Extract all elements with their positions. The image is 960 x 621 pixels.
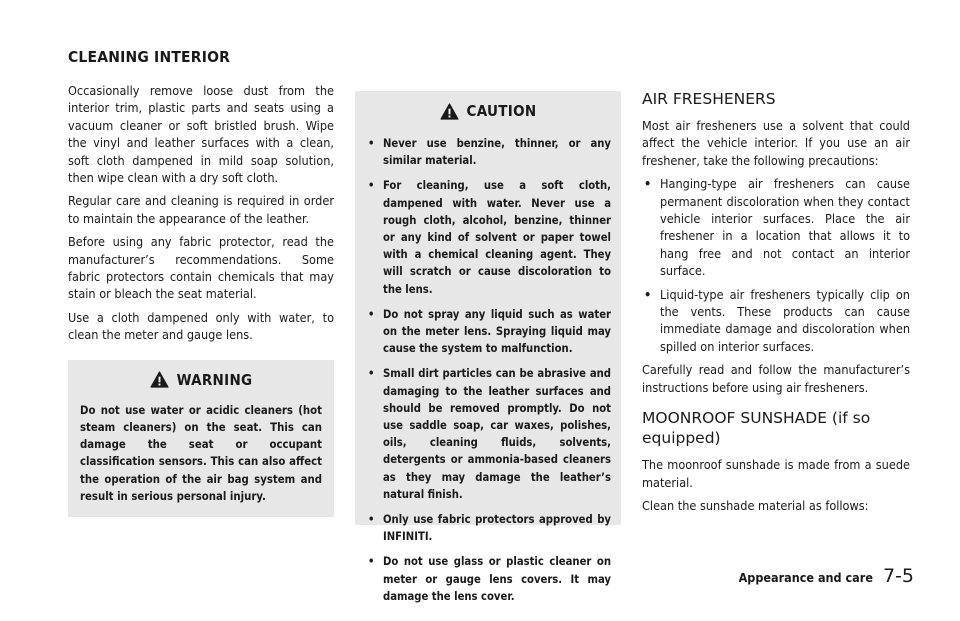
warning-title: WARNING [176, 370, 253, 389]
caution-item-text: Only use fabric protectors approved by INFINITI. [383, 513, 611, 544]
bullet: • [368, 137, 375, 150]
list-item [642, 286, 910, 356]
list-item [365, 365, 611, 503]
warning-triangle-icon [440, 103, 459, 120]
list-item-text: Hanging-type air fresheners can cause permanent discoloration when they contact vehicle interior surfaces. Place the air freshener in a location that allows it to hang free and not contact an interior surface. [660, 176, 910, 279]
list-item [365, 177, 611, 297]
caution-list [365, 135, 611, 605]
list-item-text: Liquid-type air fresheners typically clip on the vents. These products can cause immediate damage and discoloration when spilled on interior surfaces. [660, 286, 910, 354]
paragraph: Carefully read and follow the manufacturer’s instructions before using air fresheners. [642, 362, 910, 395]
paragraph: Clean the sunshade material as follows: [642, 497, 869, 513]
caution-header [355, 91, 621, 131]
list-item [365, 553, 611, 605]
list-item [642, 175, 910, 279]
warning-header [68, 360, 334, 400]
list-item [365, 135, 611, 169]
page-number: 7-5 [882, 565, 914, 587]
paragraph: Regular care and cleaning is required in order to maintain the appearance of the leather. [68, 193, 334, 226]
bullet: • [368, 513, 375, 527]
warning-box [68, 360, 334, 517]
paragraph: Before using any fabric protector, read the manufacturer’s recommendations. Some fabric protectors contain chemicals that may stain or bleach the seat material. [68, 234, 334, 302]
caution-box [355, 91, 621, 603]
caution-item-text: Do not use glass or plastic cleaner on meter or gauge lens covers. It may damage the lens cover. [383, 555, 611, 603]
caution-item-text: Do not spray any liquid such as water on the meter lens. Spraying liquid may cause the system to malfunction. [383, 307, 611, 356]
air-fresheners-heading: AIR FRESHENERS [642, 90, 776, 108]
right-column [642, 89, 910, 520]
bullet: • [644, 286, 652, 302]
footer-section-name: Appearance and care [738, 570, 873, 585]
page-footer [739, 565, 914, 587]
left-column [68, 82, 334, 517]
caution-item-text: For cleaning, use a soft cloth, dampened with water. Never use a rough cloth, alcohol, benzine, thinner or any kind of solvent or paper towel with a chemical cleaning agent. They will scratch or cause discoloration to the lens. [383, 179, 611, 296]
bullet: • [368, 555, 375, 569]
caution-item-text: Never use benzine, thinner, or any similar material. [383, 137, 611, 168]
warning-text: Do not use water or acidic cleaners (hot steam cleaners) on the seat. This can damage the seat or occupant classification sensors. This can also affect the operation of the air bag system and result in serious personal injury. [80, 403, 322, 503]
paragraph: Occasionally remove loose dust from the interior trim, plastic parts and seats using a vacuum cleaner or soft bristled brush. Wipe the vinyl and leather surfaces with a clean, soft cloth dampened in mild soap solution, then wipe clean with a dry soft cloth. [68, 83, 334, 186]
paragraph: Most air fresheners use a solvent that could affect the vehicle interior. If you use an air freshener, take the following precautions: [642, 118, 910, 168]
bullet: • [368, 307, 375, 321]
bullet: • [368, 367, 375, 381]
air-fresheners-list [642, 175, 910, 355]
caution-column [355, 91, 621, 603]
warning-triangle-icon [150, 371, 169, 388]
bullet: • [368, 179, 375, 193]
bullet: • [644, 176, 652, 192]
paragraph: The moonroof sunshade is made from a suede material. [642, 457, 910, 490]
caution-item-text: Small dirt particles can be abrasive and damaging to the leather surfaces and should be removed promptly. Do not use saddle soap, car waxes, polishes, oils, cleaning fluids, solvents, detergents or ammonia-based cleaners as they may damage the leather’s natural finish. [383, 367, 611, 501]
moonroof-heading: MOONROOF SUNSHADE (if so equipped) [642, 409, 871, 448]
paragraph: Use a cloth dampened only with water, to clean the meter and gauge lens. [68, 309, 334, 343]
list-item [365, 511, 611, 545]
list-item [365, 306, 611, 358]
caution-title: CAUTION [466, 102, 537, 120]
section-title: CLEANING INTERIOR [68, 48, 231, 66]
